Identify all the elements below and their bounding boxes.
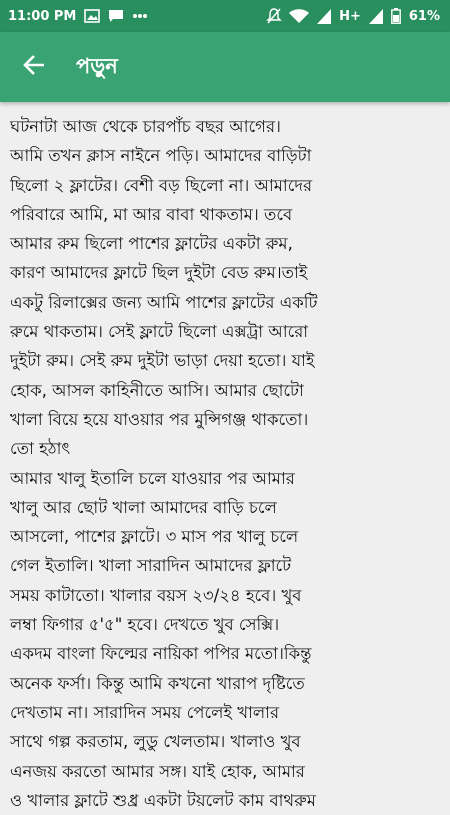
wifi-icon [289, 8, 309, 24]
battery-icon [391, 8, 401, 24]
status-bar-left [8, 8, 148, 24]
signal-icon [369, 8, 383, 24]
story-line: সময় কাটাতো। খালার বয়স ২৩/২৪ হবে। খুব [10, 585, 302, 605]
back-button[interactable] [6, 39, 62, 95]
story-line: ও খালার ফ্লাটে শুধ্র একটা টয়লেট কাম বাথরুম [10, 790, 316, 810]
story-line: এনজয় করতো আমার সঙ্গ। যাই হোক, আমার [10, 761, 305, 781]
story-line: একদম বাংলা ফিল্মের নায়িকা পপির মতো।কিন্তু [10, 644, 312, 664]
story-line: কারণ আমাদের ফ্লাটে ছিল দুইটা বেড রুম।তাই [10, 263, 308, 283]
status-bar-right [267, 8, 440, 24]
app-bar [0, 32, 450, 102]
story-line: খালু আর ছোট খালা আমাদের বাড়ি চলে [10, 497, 277, 517]
story-line: গেল ইতালি। খালা সারাদিন আমাদের ফ্লাটে [10, 556, 292, 576]
story-text [10, 112, 442, 815]
story-line: ছিলো ২ ফ্লাটের। বেশী বড় ছিলো না। আমাদের [10, 175, 313, 195]
gallery-icon [84, 8, 100, 24]
message-icon [108, 8, 124, 24]
mute-icon [267, 8, 281, 24]
story-line: দেখতাম না। সারাদিন সময় পেলেই খালার [10, 702, 280, 722]
story-line: আমার খালু ইতালি চলে যাওয়ার পর আমার [10, 468, 295, 488]
story-line: পরিবারে আমি, মা আর বাবা থাকতাম। তবে [10, 204, 293, 224]
story-line: আমার রুম ছিলো পাশের ফ্লাটের একটা রুম, [10, 234, 293, 254]
story-line: রুমে থাকতাম। সেই ফ্লাটে ছিলো এক্সট্রা আরো [10, 322, 309, 342]
arrow-back-icon [23, 55, 45, 79]
story-line: হোক, আসল কাহিনীতে আসি। আমার ছোটো [10, 380, 304, 400]
story-line: তো হঠাৎ [10, 439, 71, 459]
story-line: লম্বা ফিগার ৫'৫" হবে। দেখতে খুব সেক্সি। [10, 615, 280, 635]
status-bar [0, 0, 450, 32]
story-line: সাথে গল্প করতাম, লুডু খেলতাম। খালাও খুব [10, 732, 301, 752]
network-type: H+ [339, 8, 361, 24]
page-title: পড়ুন [76, 53, 118, 78]
story-line: খালা বিয়ে হয়ে যাওয়ার পর মুন্সিগঞ্জ থাকতো। [10, 409, 309, 429]
status-time: 11:00 PM [8, 8, 77, 24]
story-line: একটু রিলাক্সের জন্য আমি পাশের ফ্লাটের একটি [10, 292, 318, 312]
battery-percent: 61% [408, 8, 440, 24]
story-line: ঘটনাটা আজ থেকে চারপাঁচ বছর আগের। [10, 117, 281, 136]
story-line: আমি তখন ক্লাস নাইনে পড়ি। আমাদের বাড়িটা [10, 146, 312, 166]
story-line: দুইটা রুম। সেই রুম দুইটা ভাড়া দেয়া হতো। যাই [10, 351, 315, 371]
story-content[interactable] [0, 102, 450, 810]
story-line: অনেক ফর্সা। কিন্তু আমি কখনো খারাপ দৃষ্টিতে [10, 673, 305, 693]
more-dots-icon [132, 8, 148, 24]
story-line: আসলো, পাশের ফ্লাটে। ৩ মাস পর খালু চলে [10, 527, 299, 547]
signal-icon [317, 8, 331, 24]
